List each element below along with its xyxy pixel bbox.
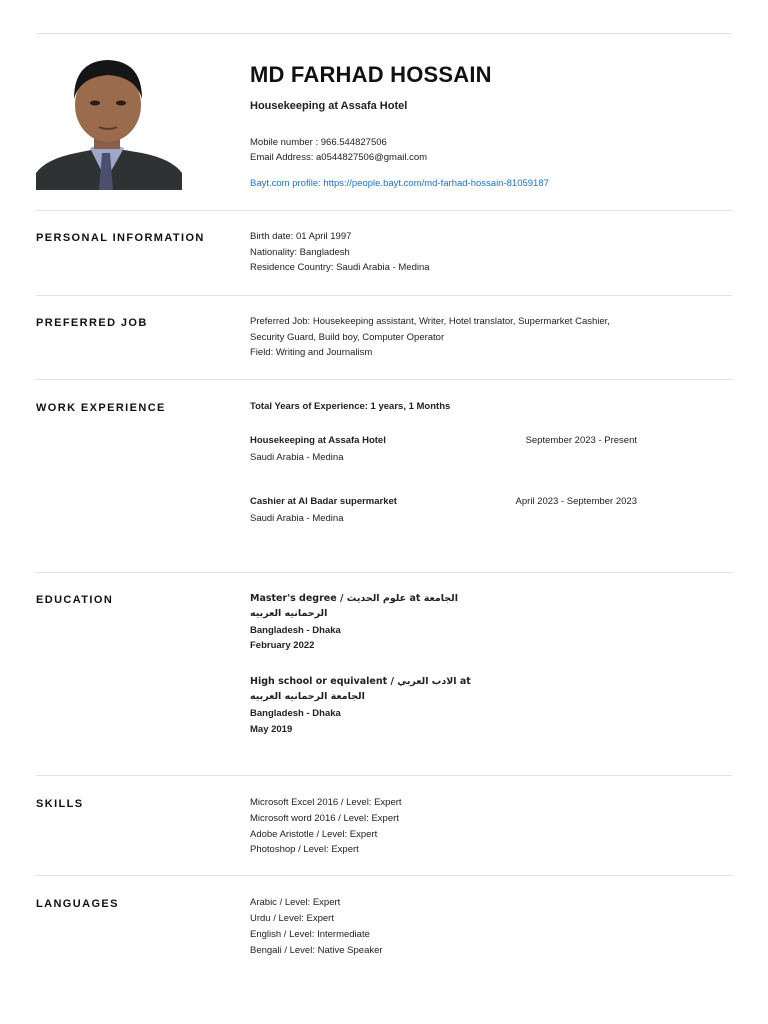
section-title-personal: PERSONAL INFORMATION <box>36 232 205 244</box>
preferred-job-line: Security Guard, Build boy, Computer Operator <box>250 332 445 343</box>
job-dates: September 2023 - Present <box>525 435 637 446</box>
education-date: February 2022 <box>250 640 315 651</box>
language-item: Urdu / Level: Expert <box>250 913 334 924</box>
section-title-languages: LANGUAGES <box>36 898 119 910</box>
language-item: Bengali / Level: Native Speaker <box>250 945 383 956</box>
mobile-number: Mobile number : 966.544827506 <box>250 137 387 148</box>
section-title-skills: SKILLS <box>36 798 84 810</box>
residence-country: Residence Country: Saudi Arabia - Medina <box>250 262 430 273</box>
job-role: Housekeeping at Assafa Hotel <box>250 435 386 446</box>
divider <box>36 295 732 296</box>
candidate-name: MD FARHAD HOSSAIN <box>250 62 492 87</box>
divider <box>36 875 732 876</box>
divider <box>36 775 732 776</box>
preferred-field: Field: Writing and Journalism <box>250 347 373 358</box>
language-item: Arabic / Level: Expert <box>250 897 341 908</box>
job-location: Saudi Arabia - Medina <box>250 452 344 463</box>
education-date: May 2019 <box>250 724 293 735</box>
education-location: Bangladesh - Dhaka <box>250 708 341 719</box>
skill-item: Photoshop / Level: Expert <box>250 844 359 855</box>
skill-item: Microsoft Excel 2016 / Level: Expert <box>250 797 402 808</box>
skill-item: Adobe Aristotle / Level: Expert <box>250 829 378 840</box>
education-degree: Master's degree / علوم الحديث at الجامعة <box>250 593 458 604</box>
education-institution: الجامعة الرحمانيه العربيه <box>250 691 365 702</box>
nationality: Nationality: Bangladesh <box>250 247 350 258</box>
profile-photo-illustration <box>36 55 182 190</box>
skill-item: Microsoft word 2016 / Level: Expert <box>250 813 399 824</box>
divider <box>36 210 732 211</box>
job-dates: April 2023 - September 2023 <box>515 496 637 507</box>
candidate-headline: Housekeeping at Assafa Hotel <box>250 100 408 112</box>
divider <box>36 379 732 380</box>
divider <box>36 572 732 573</box>
job-role: Cashier at Al Badar supermarket <box>250 496 397 507</box>
top-divider <box>36 33 732 34</box>
preferred-job-line: Preferred Job: Housekeeping assistant, Writer, Hotel translator, Supermarket Cashier, <box>250 316 610 327</box>
education-location: Bangladesh - Dhaka <box>250 625 341 636</box>
bayt-profile-link[interactable]: Bayt.com profile: https://people.bayt.com/md-farhad-hossain-81059187 <box>250 178 549 189</box>
email-address: Email Address: a0544827506@gmail.com <box>250 152 428 163</box>
section-title-preferred-job: PREFERRED JOB <box>36 317 148 329</box>
job-location: Saudi Arabia - Medina <box>250 513 344 524</box>
education-institution: الرحمانيه العربيه <box>250 608 328 619</box>
language-item: English / Level: Intermediate <box>250 929 370 940</box>
education-degree: High school or equivalent / الادب العربي at <box>250 676 471 687</box>
profile-photo <box>36 55 182 190</box>
section-title-work-experience: WORK EXPERIENCE <box>36 402 166 414</box>
section-title-education: EDUCATION <box>36 594 114 606</box>
birth-date: Birth date: 01 April 1997 <box>250 231 352 242</box>
total-experience: Total Years of Experience: 1 years, 1 Months <box>250 401 451 412</box>
